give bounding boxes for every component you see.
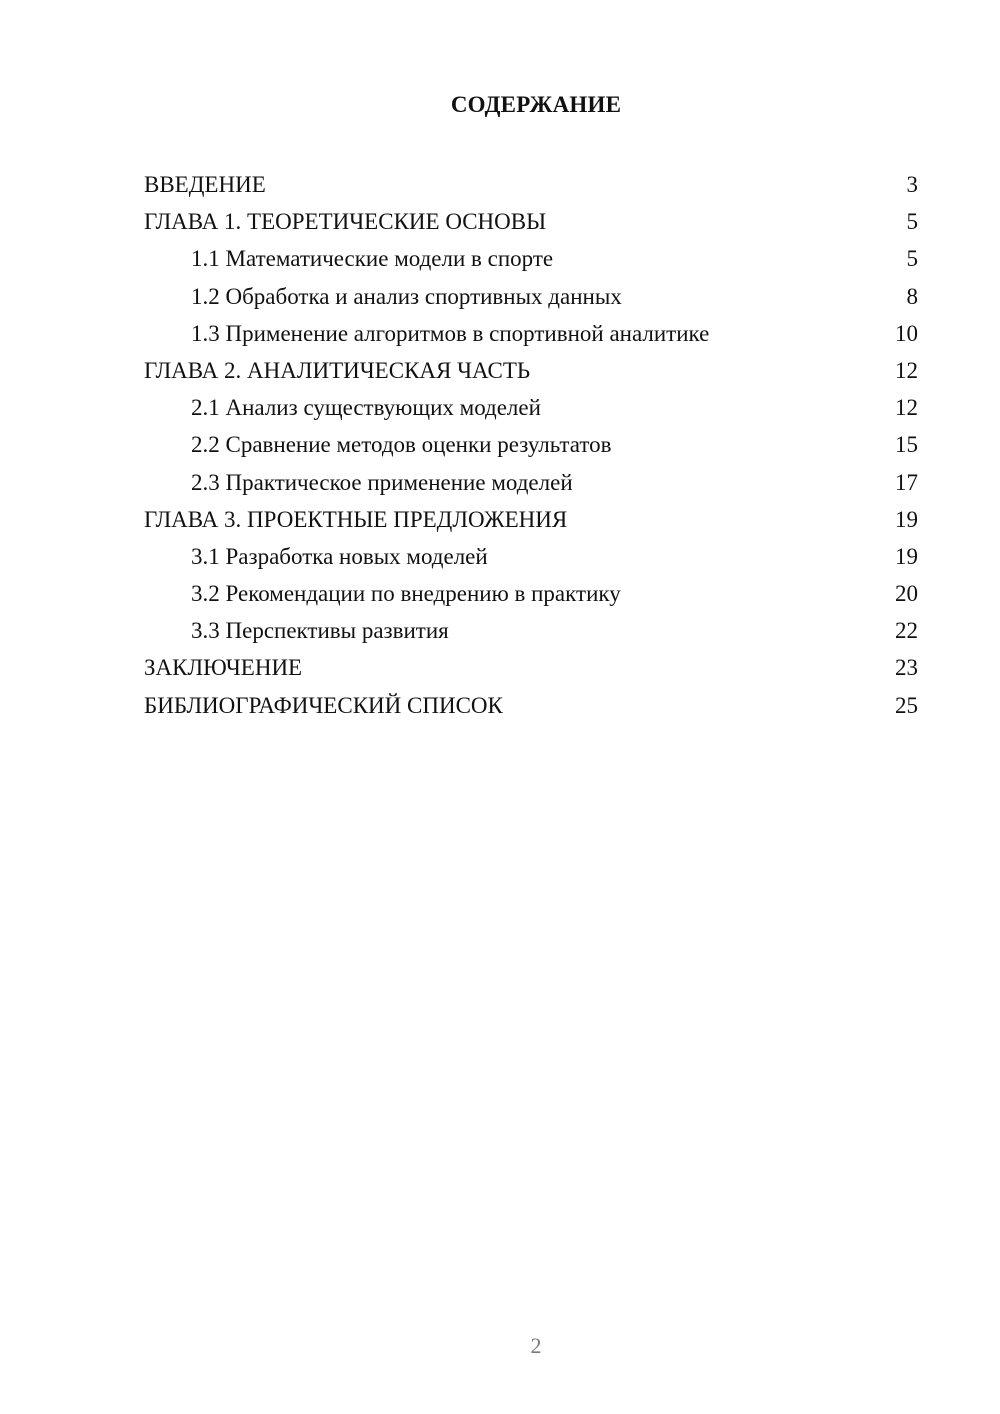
toc-entry-chapter-3 [144,501,918,538]
page-number: 2 [530,1333,542,1358]
toc-entry-page: 15 [895,432,918,458]
toc-entry-label: 1.3 Применение алгоритмов в спортивной аналитике [191,320,710,346]
toc-entry-section-1-1 [144,240,918,277]
toc-entry-bibliography [144,687,918,724]
toc-entry-label: 3.2 Рекомендации по внедрению в практику [191,581,621,607]
toc-title: СОДЕРЖАНИЕ [450,92,622,117]
table-of-contents [144,166,918,724]
toc-entry-page: 22 [895,618,918,644]
toc-entry-page: 25 [895,692,918,718]
toc-entry-page: 23 [895,655,918,681]
toc-entry-introduction [144,166,918,203]
toc-entry-label: ВВЕДЕНИЕ [144,172,266,197]
toc-entry-page: 17 [895,469,918,495]
toc-entry-page: 12 [895,357,918,383]
toc-entry-label: 3.1 Разработка новых моделей [191,543,488,569]
toc-entry-page: 10 [895,320,918,346]
toc-entry-page: 19 [895,506,918,532]
toc-entry-page: 12 [895,395,918,421]
toc-entry-label: 1.1 Математические модели в спорте [191,246,554,272]
toc-entry-label: ЗАКЛЮЧЕНИЕ [144,655,303,681]
toc-entry-page: 3 [906,172,918,197]
toc-entry-page: 5 [906,246,918,272]
toc-entry-page: 19 [895,543,918,569]
toc-entry-section-3-2 [144,575,918,612]
toc-entry-label: ГЛАВА 1. ТЕОРЕТИЧЕСКИЕ ОСНОВЫ [144,209,547,235]
toc-entry-chapter-1 [144,203,918,240]
toc-entry-section-2-3 [144,464,918,501]
toc-entry-section-2-2 [144,426,918,463]
toc-entry-section-3-1 [144,538,918,575]
toc-entry-section-2-1 [144,389,918,426]
toc-entry-label: ГЛАВА 2. АНАЛИТИЧЕСКАЯ ЧАСТЬ [144,357,531,383]
toc-entry-label: 1.2 Обработка и анализ спортивных данных [191,283,622,309]
toc-entry-section-1-3 [144,315,918,352]
toc-entry-page: 8 [906,283,918,309]
toc-entry-conclusion [144,649,918,686]
toc-entry-section-1-2 [144,278,918,315]
toc-entry-label: 2.2 Сравнение методов оценки результатов [191,432,612,458]
toc-entry-label: 2.1 Анализ существующих моделей [191,395,541,421]
toc-entry-label: 3.3 Перспективы развития [191,618,449,644]
toc-entry-chapter-2 [144,352,918,389]
toc-entry-page: 20 [895,581,918,607]
toc-entry-label: 2.3 Практическое применение моделей [191,469,573,495]
toc-entry-label: БИБЛИОГРАФИЧЕСКИЙ СПИСОК [144,692,503,718]
toc-entry-label: ГЛАВА 3. ПРОЕКТНЫЕ ПРЕДЛОЖЕНИЯ [144,506,568,532]
toc-entry-page: 5 [906,209,918,235]
toc-entry-section-3-3 [144,612,918,649]
